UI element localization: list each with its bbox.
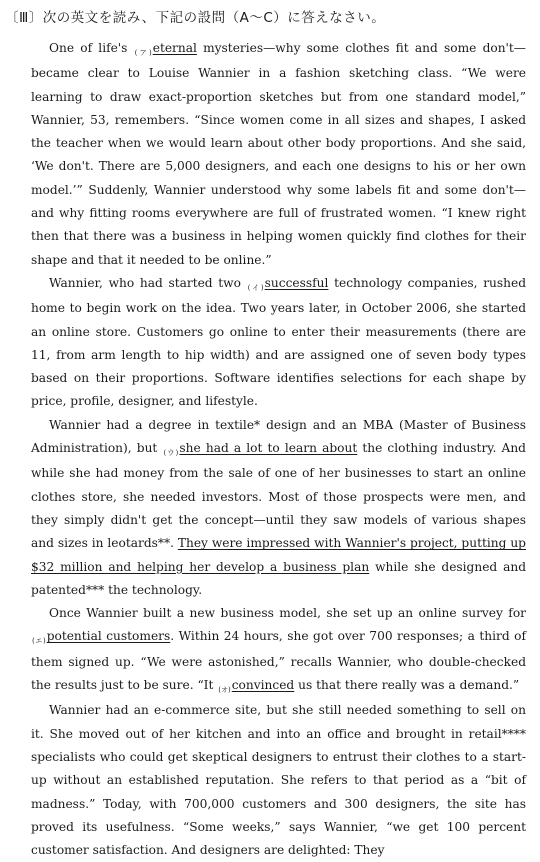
passage-paragraph-3 xyxy=(31,414,526,602)
passage-paragraph-1 xyxy=(31,37,526,272)
item-marker-e: (エ) xyxy=(32,637,46,646)
item-marker-i: (イ) xyxy=(247,283,264,292)
text-run: One of life's xyxy=(49,41,134,55)
text-run: . Within 24 hours, she got over 700 responses; a third of them signed up. “We were astonished,” recalls Wannier, who double-checked the results just to be sure. “It xyxy=(31,629,526,693)
passage-paragraph-5 xyxy=(31,699,526,862)
text-run: the clothing industry. And while she had money from the sale of one of her businesses to start an online clothes store, she needed investors. Most of those prospects were men, and they simply didn't get the concept—until they saw models of various shapes and sizes in leotards**. xyxy=(31,441,526,551)
passage-paragraph-2 xyxy=(31,272,526,414)
text-run: Wannier, who had started two xyxy=(49,275,247,290)
underlined-term-eternal: eternal xyxy=(152,41,197,55)
item-marker-a: (ア) xyxy=(134,49,152,57)
passage-body xyxy=(31,37,526,862)
text-run: technology companies, rushed home to begin work on the idea. Two years later, in October 2006, she started an online store. Customers go online to enter their measurements (there are 11, from arm length to hip width) and are assigned one of seven body types based on their proportions. Software identifies selections for each shape by price, profile, designer, and lifestyle. xyxy=(31,275,526,409)
question-header: 〔Ⅲ〕次の英文を読み、下記の設問（A～C）に答えなさい。 xyxy=(5,10,386,26)
text-run: Wannier had a degree in textile* design and an MBA (Master of Business Administration), but xyxy=(31,417,526,456)
underlined-term-successful: successful xyxy=(264,275,329,290)
text-run: us that there really was a demand.” xyxy=(294,678,520,693)
text-run: Once Wannier built a new business model, she set up an online survey for xyxy=(49,606,526,621)
item-marker-u: (ウ) xyxy=(163,449,179,458)
underlined-sentence-impressed: They were impressed with Wannier's project, putting up $32 million and helping her develop a business plan xyxy=(31,536,526,574)
item-marker-o: (オ) xyxy=(218,686,231,695)
underlined-term-convinced: convinced xyxy=(231,678,295,693)
text-run: mysteries—why some clothes fit and some don't—became clear to Louise Wannier in a fashion sketching class. “We were learning to draw exact-proportion sketches but from one standard model,” Wannier, 53, remembers. “Since women come in all sizes and shapes, I asked the teacher when we would learn about other body proportions. And she said, ‘We don't. There are 5,000 designers, and each one designs to his or her own model.’” Suddenly, Wannier understood why some labels fit and some don't—and why fitting rooms everywhere are full of frustrated women. “I knew right then that there was a business in helping women quickly find clothes for their shape and that it needed to be online.” xyxy=(31,41,526,267)
underlined-phrase-learn: she had a lot to learn about xyxy=(179,441,358,456)
text-run: Wannier had an e-commerce site, but she still needed something to sell on it. She moved out of her kitchen and into an office and brought in retail**** specialists who could get skeptical designers to entrust their clothes to a start-up without an established reputation. She refers to that period as a “bit of madness.” Today, with 700,000 customers and 300 designers, the site has proved its usefulness. “Some weeks,” says Wannier, “we get 100 percent customer satisfaction. And designers are delighted: They xyxy=(31,703,526,858)
underlined-term-potential-customers: potential customers xyxy=(46,629,171,644)
text-run: while she designed and patented*** the technology. xyxy=(31,559,526,597)
passage-paragraph-4 xyxy=(31,602,526,699)
